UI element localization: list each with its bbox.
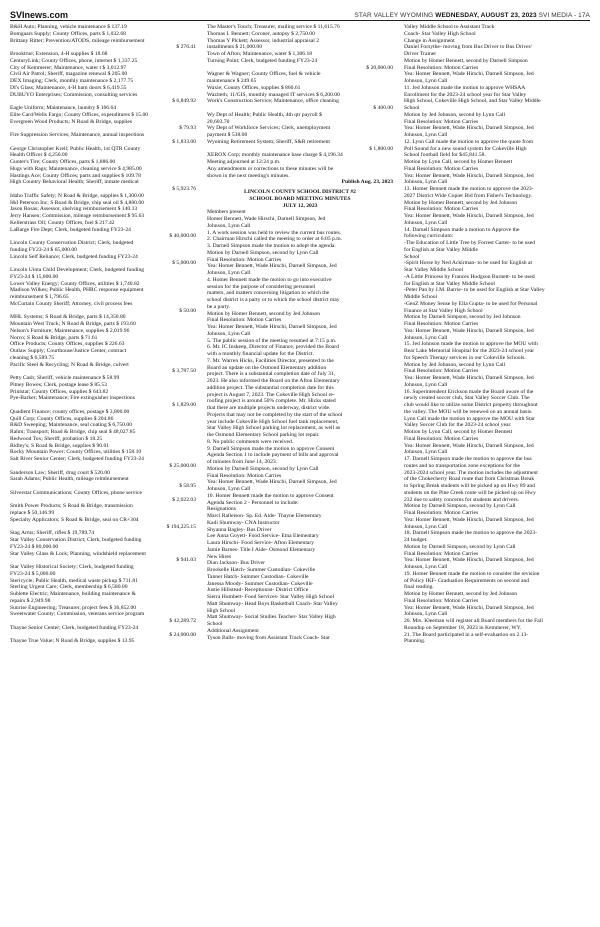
text-line: High School <box>207 607 236 614</box>
text-line: Norco; S Road & Bridge, parts $ 71.61 <box>10 334 98 341</box>
text-line: Coach- Star Valley High School <box>404 30 476 37</box>
text-line: Star Valley Conservation District; Clerk, budgeted funding <box>10 537 142 543</box>
text-line: Agenda Section 2 - Personnel to include: <box>207 499 299 506</box>
text-line: Hugs with Rags; Maintenance, cleaning service $ 4,985.00 <box>10 165 142 172</box>
text-line: 6. Mr. IC Inskeep, Director of Finance, provided the Board <box>207 344 339 351</box>
text-line: Motion by Darnell Simpson, second by Lynn Call <box>207 465 319 472</box>
text-line: Valley Soccer Club for the 2023-24 school year. <box>404 422 512 429</box>
text-line: Projects that may not be completed by the start of the school <box>207 411 343 418</box>
article-columns <box>10 24 590 922</box>
text-line: LaBarge Fire Dept; Clerk, budgeted funding FY23-24 <box>10 226 131 233</box>
text-line: Kadi Shumway- CNA Instructor <box>207 519 280 526</box>
text-line: Turning Point; Clerk, budgeted funding FY23-24 <box>207 57 318 64</box>
text-line: Roundup on September 18, 2023 in Kemmerer, WY. <box>404 624 522 631</box>
text-line: Planning. <box>404 638 426 645</box>
text-line: Yea: Homer Bennett, Wade Hirschi, Darnell Simpson, Jed <box>207 479 337 486</box>
text-line: 232 due to safety concerns for students and drivers. <box>404 496 520 503</box>
text-line: to Spring Break students will be picked up on Hwy 89 and <box>404 483 535 489</box>
text-line: matters, and matters concerning litigation to which the <box>207 290 330 297</box>
text-line: Yea: Homer Bennett, Wade Hirschi, Darnell Simpson, Jed <box>404 213 534 219</box>
text-line: School <box>404 253 420 260</box>
text-line: Sunrise Engineering; Treasurer, project fees $ 36,852.00 <box>10 604 137 611</box>
text-line: -A Little Princess by Frances Hodgson Burnett- to be used <box>404 273 535 280</box>
text-line: Fire Suppression Services; Maintenance, annual inspections <box>10 132 145 138</box>
text-line: Quill Corp; County Offices, supplies $ 204.86 <box>10 415 114 422</box>
text-line: 14. Darnell Simpson made a motion to Approve the <box>404 226 520 233</box>
text-line: FY23-24 $ 15,000.00 <box>10 273 59 280</box>
text-line: Health Officer $ 4,250.00 <box>10 152 68 159</box>
text-line: Any amendments or corrections to these minutes will be <box>207 165 334 172</box>
text-line: Sarah Adams; Public Health, mileage reimbursement <box>10 476 129 483</box>
text-line: Work's Construction Service; Maintenance, office cleaning <box>207 98 339 105</box>
text-line: Rahm; Transport; Road & Bridge, chip seal $ 48,027.85 <box>10 429 136 435</box>
text-line: Motion by Darnell Simpson, second by Lynn Call <box>404 543 516 550</box>
text-line: Idaho Traffic Safety; N Road & Bridge, supplies $ 1,300.00 <box>10 192 144 199</box>
text-line: Enrollment for the 2023-24 school year for Star Valley <box>404 91 527 98</box>
text-line: 24 budget. <box>404 537 428 543</box>
text-line: Members present <box>207 209 246 216</box>
text-line: Homer Bennett, Wade Hirschi, Darnell Simpson, Jed <box>207 216 326 222</box>
text-line: Meeting adjourned at 12:24 p.m. <box>207 159 281 165</box>
text-line: DEX Imaging; Clerk, monthly maintenance $ 2,177.75 <box>10 78 134 84</box>
text-line: of the Chokecherry Road route that from Christmas Break <box>404 476 535 483</box>
text-line: Stag Arms; Sheriff, rifles $ 19,789.74 <box>10 530 95 537</box>
text-line: session for the purpose of considering personnel <box>207 283 316 290</box>
text-line: -GenZ Money Sense by Ella Gupta- to be used for Personal <box>404 300 538 307</box>
masthead <box>10 4 590 21</box>
text-line: $ 1,829.00 <box>172 402 196 408</box>
text-line: Printstar; County Offices, supplies $ 643.82 <box>10 388 109 395</box>
text-line: Sanderson Law; Sheriff, drug court $ 520.00 <box>10 469 110 476</box>
text-line: 2. Chairman Hirschi called the meeting to order at 6:05 p.m. <box>207 236 342 243</box>
text-line: addition project. The substantial completion date for this <box>207 384 334 391</box>
text-line: Additional Assignment <box>207 627 259 634</box>
text-line: Civil Air Patrol; Sheriff, magazine renewal $ 205.00 <box>10 71 128 78</box>
text-line: that there are multiple projects underway, district wide. <box>207 405 331 411</box>
text-line: Change in Assignment <box>404 37 455 44</box>
text-line: MHL Systems; S Road & Bridge, parts $ 14,350.80 <box>10 314 126 321</box>
text-line: school district is a party or to which the school district may <box>207 297 340 303</box>
text-line: Johnson, Lynn Call <box>404 564 448 570</box>
paper-name: STAR VALLEY WYOMING <box>354 12 434 19</box>
text-line: Daniel Forsythe- moving from Bus Driver to Bus Driver/ <box>404 44 533 51</box>
text-line: Town of Afton; Maintenance, water $ 1,306.18 <box>207 51 313 57</box>
text-line: 2027 District Wide Copier Bid from Fisher's Technology. <box>404 192 533 199</box>
text-line: of Policy IKF- Graduation Requirements on second and <box>404 577 530 584</box>
text-line: Final Resolution: Motion Carries <box>404 510 479 516</box>
text-line: Thayne True Value; N Road & Bridge, supplies $ 13.95 <box>10 638 135 645</box>
issue-line <box>355 12 591 20</box>
text-line: Thomas Y Plckett; Assessor, industrial appraisal 2 <box>207 37 319 44</box>
text-line: Jerry Hansen; Commission, mileage reimbursement $ 95.63 <box>10 213 145 219</box>
text-line: Yea: Homer Bennett, Wade Hirschi, Darnell Simpson, Jed <box>404 172 534 179</box>
text-line: Motion by Jed Johnson, second by Lynn Call <box>404 361 505 368</box>
text-line: $ 1,833.00 <box>172 138 196 145</box>
text-line: Silverstar Communications; County Offices, phone service <box>10 489 142 496</box>
text-line: cleaning $ 6,589.75 <box>10 354 55 361</box>
text-line: Resignations <box>207 506 236 513</box>
text-line: School <box>404 105 420 111</box>
text-line: 11. Jed Johnson made the motion to approve WHSAA <box>404 84 526 91</box>
text-line: 20,603.70 <box>207 118 230 125</box>
text-line: Thomas I. Bennett; Coroner, autopsy $ 2,750.00 <box>207 30 315 37</box>
text-line: Smith Power Products; S Road & Bridge, transmission <box>10 503 133 510</box>
text-line: Ridley's; S Road & Bridge, supplies $ 90.01 <box>10 442 110 449</box>
text-line: Lincoln County Conservation District; Clerk, budgeted <box>10 240 134 246</box>
text-line: City of Kemmerer; Maintenance, water t $ 3,012.97 <box>10 64 127 71</box>
text-line: Motion by Homer Bennett, second by Jed Johnson <box>404 199 518 206</box>
text-line: Final Resolution: Motion Carries <box>404 118 479 125</box>
text-line: Johnson, Lynn Call <box>207 330 251 337</box>
text-line: $ 5,000.00 <box>172 260 196 267</box>
text-line: 19. Homer Bennett made the motion to consider the revision <box>404 570 540 577</box>
text-line: 8. No public comments were received. <box>207 438 294 445</box>
text-line: Sweetwater County; Commission, veterans service program <box>10 611 145 618</box>
text-line: Quadient Finance; county offices, postage $ 3,800.00 <box>10 408 130 415</box>
text-line: $ 1,800.00 <box>369 145 393 152</box>
text-line: Matt Shumway- Social Studies Teacher- Star Valley High <box>207 614 336 621</box>
text-line: payment $ 538.00 <box>207 132 248 138</box>
text-line: Motion by Homer Bennett, second by Darnell Simpson <box>404 57 528 64</box>
text-line: 13. Homer Bennett made the motion to approve the 2023- <box>404 186 534 192</box>
text-line: Kellerstrass Oil; County Offices, fuel $ 217.42 <box>10 219 115 226</box>
text-line: 9. Darnell Simpson made the motion to approve Consent <box>207 445 335 452</box>
text-line: Motion by Homer Bennett, second by Jed Johnson <box>404 591 518 597</box>
text-line: Star Valley Glass & Lock; Planning, windshield replacement <box>10 550 146 557</box>
text-line: XEROX Corp; monthly maintenance base charge $ 4,196.34 <box>207 152 343 159</box>
text-line: Thayne Senior Center; Clerk, budgeted funding FY23-24 <box>10 624 139 631</box>
text-line: Motion by Darnell Simpson, second by Lynn Call <box>207 249 319 256</box>
text-line: $ 3,787.50 <box>172 368 196 375</box>
text-line: Waziteth; 11/GIS, monthly managed IT services $ 6,200.00 <box>207 91 340 98</box>
text-line: $ 25,000.00 <box>169 462 196 469</box>
text-line: for English at Star Valley Middle <box>404 246 479 253</box>
text-line: Motion by Darnell Simpson, second by Jed Johnson <box>404 314 521 321</box>
text-line: roofing project is around 50% complete. Mr. Hicks stated <box>207 398 336 405</box>
text-line: Jamie Barnes- Title I Aide- Osmond Elementary <box>207 546 316 553</box>
text-line: High Country Behavioral Health; Sheriff, inmate medical <box>10 179 139 186</box>
text-line: $ 6,849.92 <box>172 98 196 105</box>
text-line: routes and no transportation zone exceptions for the <box>404 462 521 469</box>
text-line: CenturyLink; County Offices, phone, internet $ 1,337.25 <box>10 57 138 64</box>
text-line: Johnson, Lynn Call <box>207 486 251 492</box>
text-line: Shyanna Bagley- Bus Driver <box>207 526 272 533</box>
text-line: following curriculum: <box>404 233 454 240</box>
page-separator: - <box>573 12 577 19</box>
text-line: McCurtain County Sheriff; Attorney, civil process fees <box>10 300 133 307</box>
text-line: Sublette Electric; Maintenance, building maintenance & <box>10 591 136 597</box>
text-line: Lincoln Self Reliance; Clerk, budgeted funding FY23-24 <box>10 253 138 260</box>
text-line: Johnson, Lynn Call <box>404 523 448 530</box>
text-line: 20. Mrs. Kleeman will register all Board members for the Fall <box>404 618 543 624</box>
text-line: Yea: Homer Bennett, Wade Hirschi, Darnell Simpson, Jed <box>404 442 534 449</box>
text-line: Johnson, Lynn Call <box>404 219 448 226</box>
text-line: SCHOOL BOARD MEETING MINUTES <box>249 195 351 202</box>
text-line: Final Resolution: Motion Carries <box>404 550 479 557</box>
text-line: Evergreen Wood Products; N Road & Bridge, supplies <box>10 118 133 125</box>
text-line: Pye-Barker; Maintenance; Fire extinguisher inspections <box>10 395 135 402</box>
text-line: Johnson, Lynn Call <box>404 449 448 456</box>
text-line: Star Valley High School parking lot replacement, as well as <box>207 425 341 432</box>
text-line: Waxie; County Offices, supplies $ 860.61 <box>207 84 301 91</box>
text-line: Publish Aug. 23, 2023 <box>341 179 393 186</box>
text-line: $ 42,289.72 <box>169 618 196 624</box>
text-line: Salt River Senior Center; Clerk, budgeted funding FY23-24 <box>10 456 144 462</box>
text-line: 2023. He also informed the Board on the Afton Elementary <box>207 378 340 384</box>
text-line: Johnson, Lynn Call <box>404 611 448 618</box>
text-line: Johnson, Lynn Call <box>207 222 251 229</box>
text-line: Office Products; County Offices, supplies $ 226.63 <box>10 341 125 348</box>
text-line: Elite Card/Wells Fargo; County Offices, expenditures $ 15.00 <box>10 111 149 118</box>
text-line: with a monthly financial update for the District. <box>207 351 314 357</box>
text-line: 18. Darnell Simpson made the motion to approve the 2023- <box>404 530 537 537</box>
publisher-name: SVI MEDIA <box>538 12 573 19</box>
text-line: the valley. The MOU will be renewed on an annual basis. <box>404 408 533 415</box>
text-line: JULY 12, 2023 <box>282 202 318 209</box>
text-line: project. There is a substantial completion date of July 31, <box>207 371 336 378</box>
text-line: Tanner Hatch- Summer Custodian- Cokeville <box>207 573 309 580</box>
text-line: Tyson Balls- moving from Assistant Track Coach- Star <box>207 634 330 641</box>
text-line: Brittany Ritter; Prevention/ATODS, mileage reimbursement <box>10 37 145 44</box>
text-line: Lynn Call made the motion to approve the MOU with Star <box>404 415 535 422</box>
text-line: Yea: Homer Bennett, Wade Hirschi, Darnell Simpson, Jed <box>207 324 337 330</box>
text-line: Yea: Homer Bennett, Wade Hirschi, Darnell Simpson, Jed <box>404 327 534 334</box>
text-line: Motion by Homer Bennett, second by Jed Johnson <box>207 310 321 317</box>
text-line: Star Valley Middle School <box>404 267 464 273</box>
text-line: newly created soccer club, Star Valley Soccer Club. The <box>404 395 530 402</box>
issue-date: WEDNESDAY, AUGUST 23, 2023 <box>435 12 537 19</box>
text-line: Lee Anna Goyett- Food Service- Etna Elementary <box>207 533 319 540</box>
text-line: the Osmond Elementary School parking lot repair. <box>207 432 320 438</box>
text-line: Yea: Homer Bennett, Wade Hirschi, Darnell Simpson, Jed <box>404 604 534 611</box>
text-line: School football field for $45,841.58. <box>404 152 486 159</box>
text-line: Bear Lake Memorial Hospital for the 2023-24 school year <box>404 348 535 354</box>
text-line: $ 400.00 <box>373 105 393 111</box>
text-line: Finance at Star Valley High School <box>404 307 483 314</box>
text-line: Johnson, Lynn Call <box>404 132 448 138</box>
text-line: George Christopher Krell; Public Health, 1st QTR County <box>10 145 141 152</box>
text-line: Middle School <box>404 294 438 300</box>
text-line: 7. Mr. Warren Hicks, Facilities Director, presented to the <box>207 357 334 364</box>
site-name[interactable]: SVInews.com <box>10 10 69 20</box>
text-line: 12. Lynn Call made the motion to approve the quote from <box>404 138 534 145</box>
text-line: Matt Shumway- Head Boys Basketball Coach- Star Valley <box>207 600 338 607</box>
text-line: Justie Hillstead- Receptionist- District Office <box>207 587 309 594</box>
text-line: Eagle Uniform; Maintenance, laundry $ 166.64 <box>10 105 117 111</box>
text-line: Final Resolution: Motion Carries <box>207 472 282 479</box>
text-line: Redwood Tox; Sheriff, probation $ 18.25 <box>10 435 103 442</box>
text-line: students on the Pine Creek route will be picked up on Hwy <box>404 489 536 496</box>
text-line: Hastings Ace; County Offices; parts and supplies $ 109.78 <box>10 172 141 179</box>
text-line: Final Resolution: Motion Carries <box>207 317 282 324</box>
text-line: reimbursement $ 1,796.65 <box>10 294 69 300</box>
text-line: $ 58.95 <box>179 483 196 489</box>
text-line: project is August 7, 2023. The Cokeville High School re- <box>207 391 335 398</box>
text-line: Dian Jackson- Bus Driver <box>207 560 265 567</box>
text-line: $ 40,000.00 <box>169 233 196 240</box>
text-line: for Speech Therapy services in our Cokeville Schools. <box>404 354 526 361</box>
text-line: maintenance $ 249.65 <box>207 78 257 84</box>
column-1 <box>10 24 196 922</box>
text-line: LINCOLN COUNTY SCHOOL DISTRICT #2 <box>244 189 356 195</box>
text-line: Valley Middle School to Assistant Track <box>404 24 495 30</box>
text-line: -The Education of Little Tree by Forrest Carter- to be used <box>404 240 535 246</box>
text-line: Yea: Homer Bennett, Wade Hirschi, Darnell Simpson, Jed <box>404 71 534 78</box>
text-line: 10. Homer Bennett made the motion to approve Consent <box>207 492 334 499</box>
text-line: R&D Sweeping; Maintenance, seal coating $ 6,750.00 <box>10 422 132 429</box>
text-line: Johnson, Lynn Call <box>404 381 448 388</box>
text-line: DUBUYO Enterprises; Commission, consulting services <box>10 91 138 98</box>
text-line: Yea: Homer Bennett, Wade Hirschi, Darnell Simpson, Jed <box>404 125 534 132</box>
text-line: 2023-2024 school year. The motion includes the adjustment <box>404 469 538 476</box>
text-line: Marci Ralleison- Sp. Ed. Aide- Thayne Elementary <box>207 513 322 519</box>
text-line: Rocky Mountain Power; County Offices, utilities $ 158.10 <box>10 449 142 456</box>
text-line: Outlaw Supply; Courthouse/Justice Center, contract <box>10 348 127 354</box>
text-line: Brooktrue; Extension, 4-H supplies $ 18.68 <box>10 51 108 57</box>
text-line: club would like to utilize some District property throughout <box>404 402 538 408</box>
text-line: shown in the next meeting's minutes. <box>207 172 290 179</box>
text-line: 4. Homer Bennett made the motion to go into executive <box>207 276 332 283</box>
text-line: Sterling Urgent Care; Clerk, membership $ 6,580.00 <box>10 584 128 591</box>
text-line: Lincoln Uinta Child Development; Clerk, budgeted funding <box>10 267 145 273</box>
text-line: Gunter's Tire; County Offices, parts $ 1,886.00 <box>10 159 116 165</box>
text-line: $ 20,000.00 <box>366 64 393 71</box>
text-line: funding FY23-24 $ 65,000.00 <box>10 246 77 253</box>
text-line: final reading. <box>404 584 434 591</box>
text-line: New Hires <box>207 553 232 560</box>
text-line: Wy Dept of Health; Public Health, 4th qtr payroll $ <box>207 111 322 118</box>
text-line: $ 2,022.03 <box>172 496 196 503</box>
text-line: Final Resolution: Motion Carries <box>404 435 479 442</box>
text-line: 3. Darnell Simpson made the motion to adopt the agenda. <box>207 243 336 249</box>
text-line: Yea: Homer Bennett, Wade Hirschi, Darnell Simpson, Jed <box>404 375 534 381</box>
text-line: Motion by Lynn Call, second by Homer Bennett <box>404 429 513 435</box>
text-line: Janessa Moody- Summer Custodian- Cokeville <box>207 580 313 587</box>
text-line: The Master's Touch; Treasurer, mailing service $ 11,615.76 <box>207 24 340 30</box>
text-line: Yea: Homer Bennett, Wade Hirschi, Darnell Simpson, Jed <box>404 557 534 564</box>
text-line: 15. Jed Johnson made the motion to approve the MOU with <box>404 341 538 348</box>
text-line: Final Resolution: Motion Carries <box>404 206 479 213</box>
text-line: Final Resolution: Motion Carries <box>404 321 479 327</box>
text-line: $ 24,000.00 <box>169 631 196 638</box>
text-line: of minutes from June 14, 2023. <box>207 459 278 465</box>
text-line: $ 79.93 <box>179 125 196 132</box>
text-line: 5. The public session of the meeting resumed at 7:15 p.m. <box>207 337 337 344</box>
text-line: Yea: Homer Bennett, Wade Hirschi, Darnell Simpson, Jed <box>404 516 534 523</box>
text-line: Johnson, Lynn Call <box>404 334 448 341</box>
page-number: 17A <box>578 12 590 19</box>
column-3 <box>404 24 590 922</box>
text-line: Johnson, Lynn Call <box>404 179 448 186</box>
text-line: B&H Auto; Planning, vehicle maintenance $ 137.19 <box>10 24 127 30</box>
text-line: Jason Rosas; Assessor, shelving reimbursement $ 140.13 <box>10 206 138 213</box>
text-line: Specialty Applicators; S Road & Bridge, seal on CR+304 <box>10 516 139 523</box>
text-line: Final Resolution: Motion Carries <box>404 64 479 71</box>
text-line: repairs $ 2,949.98 <box>10 597 51 604</box>
text-line: be a party. <box>207 303 231 310</box>
text-line: Star Valley Historical Society; Clerk, budgeted funding <box>10 564 134 570</box>
text-line: Wy Dept of Workforce Services; Clerk, unemployment <box>207 125 331 132</box>
text-line: Johnson, Lynn Call <box>404 78 448 84</box>
text-line: Poll Sound for a new sound system for Cokeville High <box>404 145 527 152</box>
text-line: 1. A work session was held to review the current bus routes. <box>207 229 342 236</box>
text-line: 21. The Board participated in a self-evaluation on 2.13- <box>404 631 529 638</box>
text-line: Board an update on the Osmond Elementary addition <box>207 364 327 371</box>
text-line: School <box>207 621 223 627</box>
text-line: I&I Peterson Inc; S Road & Bridge, chip seal oil $ 4,800.00 <box>10 199 144 206</box>
text-line: DI's Glass; Maintenance, 4-H barn doors $ 6,419.55 <box>10 84 127 91</box>
text-line: Brookelle Hatch- Summer Custodian- Cokeville <box>207 567 316 573</box>
text-line: 17. Darnell Simpson made the motion to approve the bus <box>404 456 532 462</box>
text-line: High School, Cokeville High School, and Star Valley Middle <box>404 98 541 105</box>
text-line: FY23-24 $ 80,000.00 <box>10 543 59 550</box>
text-line: Madison Wilkes; Public Health, PHRC response equipment <box>10 287 144 294</box>
text-line: Mountain West Truck; N Road & Bridge, parts $ 193.60 <box>10 321 136 327</box>
column-2 <box>207 24 393 922</box>
text-line: Nelson's Furniture; Maintenance, supplies $ 2,019.96 <box>10 327 130 334</box>
text-line: Petty Cash; Sheriff, vehicle maintenance $ 58.99 <box>10 375 120 381</box>
text-line: year include Cokeville High School fuel tank replacement, <box>207 418 339 425</box>
text-line: $ 941.03 <box>176 557 196 564</box>
text-line: 16. Superintendent Erickson made the Board aware of the <box>404 388 534 395</box>
text-line: $ 194,225.15 <box>166 523 196 530</box>
text-line: -Peter Pan by J.M. Barrie- to be used for English at Star Valley <box>404 287 545 294</box>
text-line: Final Resolution: Motion Carries <box>404 165 479 172</box>
text-line: Final Resolution: Motion Carries <box>207 256 282 263</box>
text-line: Pitney Bowes; Clerk, postage lease $ 85.53 <box>10 381 107 388</box>
text-line: $ 5,923.76 <box>172 186 196 192</box>
text-line: Final Resolution: Motion Carries <box>404 368 479 375</box>
text-line: $ 276.41 <box>176 44 196 51</box>
text-line: for English at Star Valley Middle School <box>404 280 495 287</box>
text-line: Motion by Jed Johnson, second by Lynn Call <box>404 111 505 118</box>
text-line: Pacific Steel & Recycling; N Road & Bridge, culvert <box>10 361 129 368</box>
text-line: Motion by Lynn Call, second by Homer Bennett <box>404 159 513 165</box>
text-line: Lower Valley Energy; County Offices, utilities $ 1,740.82 <box>10 280 140 287</box>
text-line: replace $ 50,146.99 <box>10 510 55 516</box>
text-line: Wyoming Retirement System; Sheriff, S&R retirement <box>207 138 330 145</box>
text-line: -Spirit Horse by Ned Ackirman- to be used for English at <box>404 260 533 267</box>
text-line: Laura Hirschi- Food Service- Afton Elementary <box>207 540 315 546</box>
text-line: FY23-24 $ 5,000.00 <box>10 570 56 577</box>
text-line: $ 50.00 <box>179 307 196 314</box>
text-line: Yea: Homer Bennett, Wade Hirschi, Darnell Simpson, Jed <box>207 263 337 270</box>
text-line: Bomgaars Supply; County Offices, parts $ 1,032.68 <box>10 30 126 37</box>
text-line: Agenda Section 1 to include payment of bills and approval <box>207 452 339 459</box>
text-line: Final Resolution: Motion Carries <box>404 597 479 604</box>
text-line: Driver Trainer <box>404 51 437 57</box>
text-line: Wagner & Wagner; County Offices, fuel & vehicle <box>207 71 321 78</box>
text-line: Johnson, Lynn Call <box>207 270 251 276</box>
text-line: installments $ 21,000.00 <box>207 44 263 51</box>
text-line: Motion by Darnell Simpson, second by Lynn Call <box>404 503 516 510</box>
text-line: Stericycle; Public Health, medical waste pickup $ 711.81 <box>10 577 138 584</box>
text-line: Sierra Humbert- Food Services- Star Valley High School <box>207 594 335 600</box>
